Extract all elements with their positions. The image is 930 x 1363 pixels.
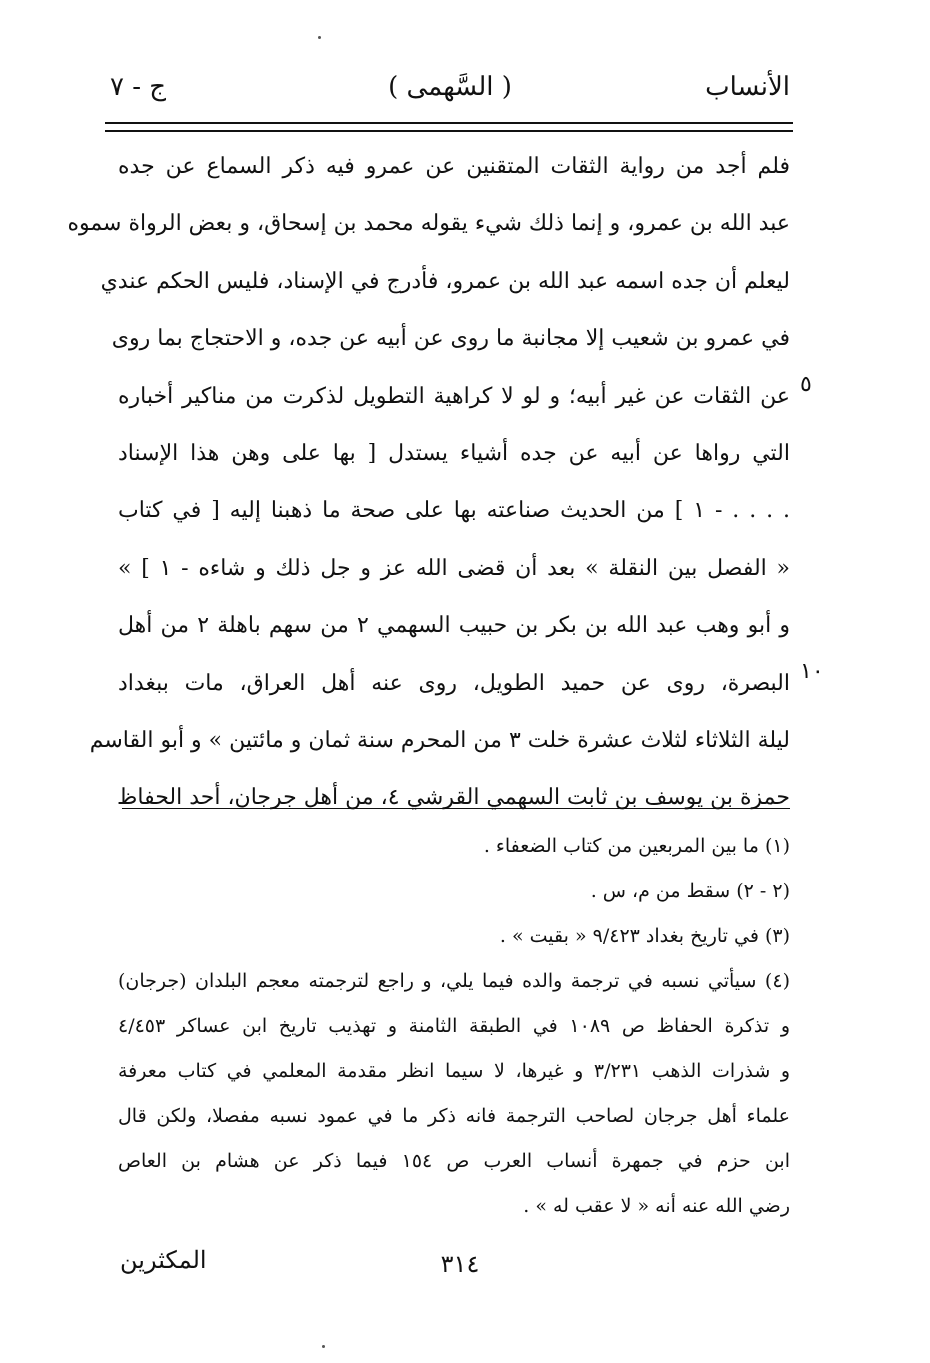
text-line: « الفصل بين النقلة » بعد أن قضى الله عز و جل ذلك و شاءه - ١ ] » <box>118 555 790 581</box>
footnote-line: ابن حزم في جمهرة أنساب العرب ص ١٥٤ فيما ذكر عن هشام بن العاص <box>118 1150 790 1172</box>
footnote-line: و تذكرة الحفاظ ص ١٠٨٩ في الطبقة الثامنة و تهذيب تاريخ ابن عساكر ٤/٤٥٣ <box>118 1015 791 1037</box>
footnote-line: (١) ما بين المربعين من كتاب الضعفاء . <box>483 835 790 857</box>
text-line: . . . . - ١ ] من الحديث صناعته بها على صحة ما ذهبنا إليه [ في كتاب <box>118 498 790 524</box>
footnote-line: (٢ - ٢) سقط من م، س . <box>590 880 790 902</box>
text-line: حمزة بن يوسف بن ثابت السهمي القرشي ٤، من أهل جرجان، أحد الحفاظ <box>117 785 790 811</box>
text-line: في عمرو بن شعيب إلا مجانبة ما روى عن أبيه عن جده، و الاحتجاج بما روى <box>111 326 790 352</box>
volume-number: ج - ٧ <box>110 72 167 102</box>
footnote-line: علماء أهل جرجان لصاحب الترجمة فانه ذكر ما في عمود نسبه مفصلا، ولكن قال <box>118 1105 790 1127</box>
text-line: البصرة، روى عن حميد الطويل، روى عنه أهل العراق، مات ببغداد <box>118 670 790 696</box>
text-line: ليعلم أن جده اسمه عبد الله بن عمرو، فأدرج في الإسناد، فليس الحكم عندي <box>100 268 790 294</box>
running-header <box>110 64 790 114</box>
text-line: عن الثقات عن غير أبيه؛ و لو لا كراهية التطويل لذكرت من مناكير أخباره <box>118 383 790 409</box>
main-text-block <box>67 138 790 827</box>
entry-title: ( السَّهمى ) <box>388 72 512 102</box>
scan-speck <box>318 36 321 39</box>
text-line: عبد الله بن عمرو، و إنما ذلك شيء يقوله محمد بن إسحاق، و بعض الرواة سموه <box>67 211 790 237</box>
line-number-10: ١٠ <box>800 659 824 684</box>
footnotes-block <box>118 824 790 1229</box>
text-line: فلم أجد من رواية الثقات المتقنين عن عمرو فيه ذكر السماع عن جده <box>118 154 790 179</box>
footnote-separator <box>122 808 790 809</box>
book-title: الأنساب <box>705 72 790 102</box>
footnote-line: (٣) في تاريخ بغداد ٩/٤٢٣ « بقيت » . <box>499 925 790 947</box>
footnote-line: و شذرات الذهب ٣/٢٣١ و غيرها، لا سيما انظر مقدمة المعلمي في كتاب معرفة <box>118 1060 790 1082</box>
text-line: ليلة الثلاثاء لثلاث عشرة خلت ٣ من المحرم سنة ثمان و مائتين » و أبو القاسم <box>89 727 790 753</box>
header-double-rule <box>105 122 793 132</box>
scan-speck <box>322 1345 325 1348</box>
line-number-5: ٥ <box>800 372 812 397</box>
catchword: المكثرين <box>120 1246 207 1274</box>
text-line: التي رواها عن أبيه عن جده أشياء يستدل [ بها على وهن هذا الإسناد <box>118 440 790 466</box>
footnote-line: رضي الله عنه أنه « لا عقب له » . <box>523 1195 790 1217</box>
text-line: و أبو وهب عبد الله بن بكر بن حبيب السهمي ٢ من سهم باهلة ٢ من أهل <box>118 613 790 639</box>
page-number: ٣١٤ <box>440 1250 480 1278</box>
footnote-line: (٤) سيأتي نسبه في ترجمة والده فيما يلي، و راجع لترجمته معجم البلدان (جرجان) <box>118 970 790 992</box>
